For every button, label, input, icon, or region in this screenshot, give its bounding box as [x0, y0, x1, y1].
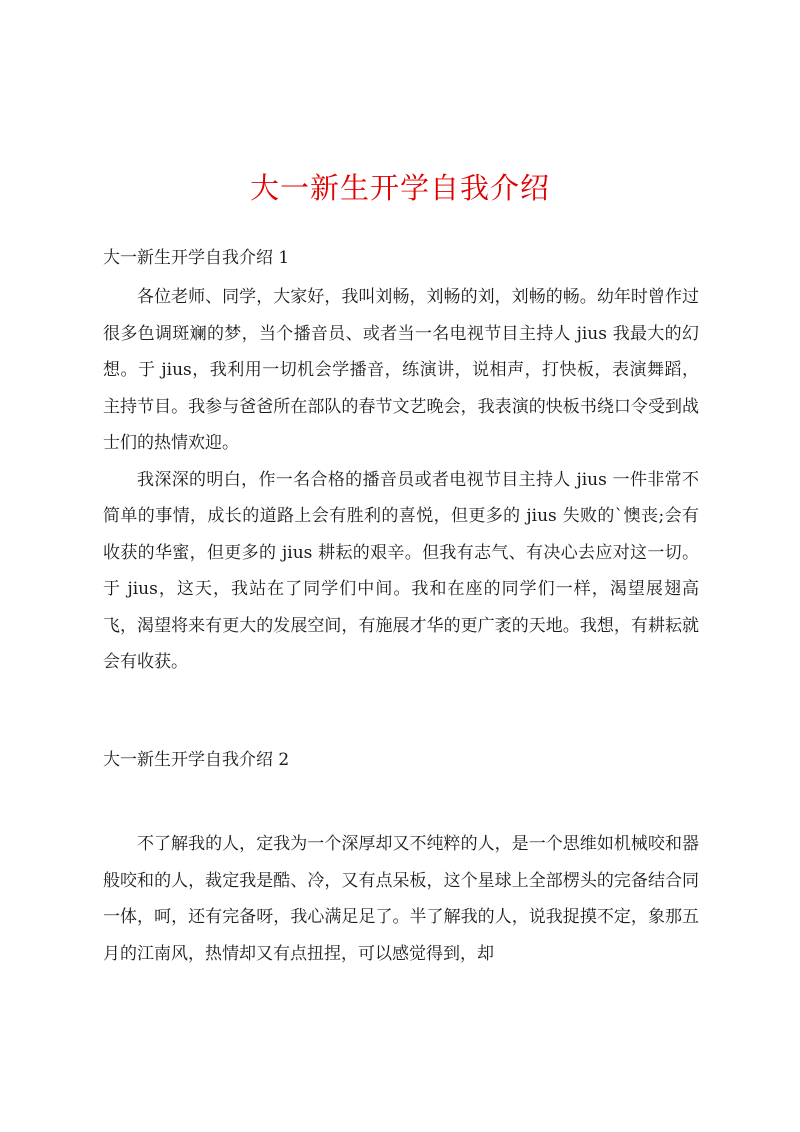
- section-heading-2: 大一新生开学自我介绍 2: [103, 750, 290, 770]
- paragraph-2: 我深深的明白，作一名合格的播音员或者电视节目主持人 jius 一件非常不简单的事情，成长的道路上会有胜利的喜悦，但更多的 jius 失败的`懊丧;会有收获的华蜜，但更多的 jius 耕耘的艰辛。但我有志气、有决心去应对这一切。于 jius，这天，我站在了同学们中间。我和在座的同学们一样，渴望展翅高飞，渴望将来有更大的发展空间，有施展才华的更广袤的天地。我想，有耕耘就会有收获。: [103, 469, 699, 672]
- section-body-2: [103, 826, 699, 972]
- document-title: 大一新生开学自我介绍: [249, 171, 550, 205]
- paragraph-3: 不了解我的人，定我为一个深厚却又不纯粹的人，是一个思维如机械咬和器般咬和的人，裁定我是酷、冷，又有点呆板，这个星球上全部楞头的完备结合同一体，呵，还有完备呀，我心满足足了。半了解我的人，说我捉摸不定，象那五月的江南风，热情却又有点扭捏，可以感觉得到，却: [103, 834, 699, 964]
- paragraph-1: 各位老师、同学，大家好，我叫刘畅，刘畅的刘，刘畅的畅。幼年时曾作过很多色调斑斓的梦，当个播音员、或者当一名电视节目主持人 jius 我最大的幻想。于 jius，我利用一切机会学播音，练演讲，说相声，打快板，表演舞蹈，主持节目。我参与爸爸所在部队的春节文艺晚会，我表演的快板书绕口令受到战士们的热情欢迎。: [103, 287, 699, 453]
- section-body-1: [103, 279, 699, 681]
- section-heading-1: 大一新生开学自我介绍 1: [103, 248, 290, 268]
